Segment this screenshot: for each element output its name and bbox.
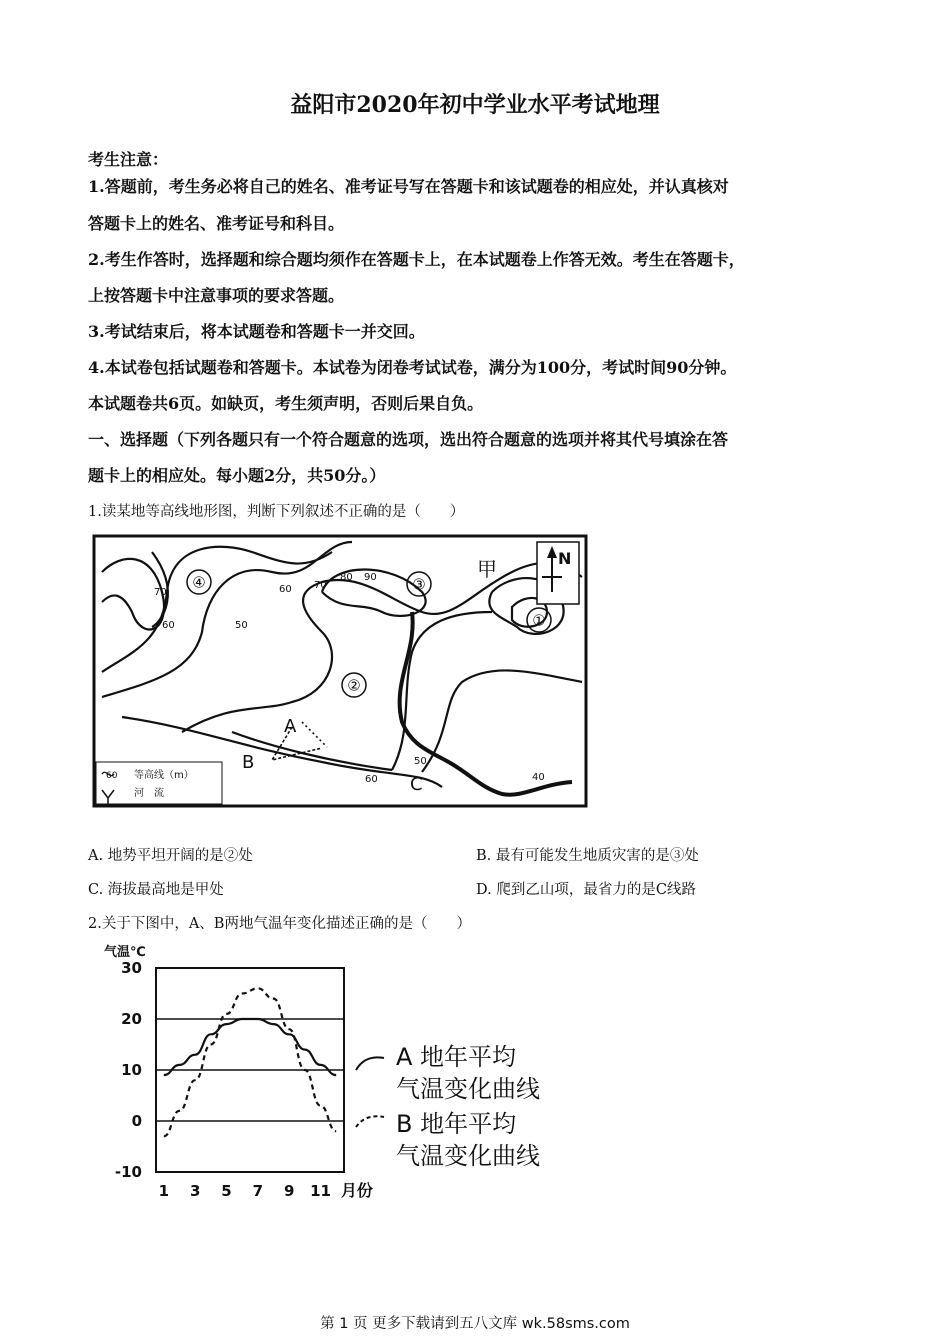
x-tick-label: 5 xyxy=(221,1182,232,1200)
contour-label: 50 xyxy=(235,620,248,631)
contour-map xyxy=(92,532,588,810)
notice-line: 上按答题卡中注意事项的要求答题。 xyxy=(88,286,345,305)
series-b-line xyxy=(164,988,336,1136)
marker-2: ② xyxy=(347,676,361,695)
chart-legend xyxy=(356,1043,540,1170)
marker-4: ④ xyxy=(192,573,206,592)
x-tick-label: 3 xyxy=(189,1182,201,1200)
page-title: 益阳市2020年初中学业水平考试地理 xyxy=(290,92,660,118)
page-footer: 第 1 页 更多下载请到五八文库 wk.58sms.com xyxy=(320,1316,630,1332)
temperature-chart-svg xyxy=(88,940,608,1205)
question-1-stem: 1.读某地等高线地形图，判断下列叙述不正确的是（ ） xyxy=(88,504,465,520)
x-tick-label: 1 xyxy=(158,1182,170,1200)
legend-river-label: 河 流 xyxy=(134,788,164,799)
x-tick-label: 9 xyxy=(283,1182,295,1200)
q1-option-d: D. 爬到乙山项，最省力的是C线路 xyxy=(476,882,696,898)
contour-label: 60 xyxy=(162,620,175,631)
y-tick-label: -10 xyxy=(114,1163,142,1181)
section-heading-cont: 题卡上的相应处。每小题2分，共50分。） xyxy=(88,466,386,485)
contour-label: 80 xyxy=(340,572,353,583)
x-tick-label: 7 xyxy=(252,1182,264,1200)
notice-heading: 考生注意： xyxy=(88,150,169,169)
section-heading: 一、选择题（下列各题只有一个符合题意的选项，选出符合题意的选项并将其代号填涂在答 xyxy=(88,430,729,449)
contour-label: 70 xyxy=(314,580,327,591)
legend-a-line1: A 地年平均 xyxy=(396,1043,517,1071)
contour-label: 40 xyxy=(532,772,545,783)
y-tick-label: 0 xyxy=(131,1112,142,1130)
x-axis-unit-label: 月份 xyxy=(340,1181,373,1200)
q1-option-b: B. 最有可能发生地质灾害的是③处 xyxy=(476,848,699,864)
contour-label: 70 xyxy=(154,587,167,598)
legend-b-line xyxy=(356,1116,384,1127)
point-b: B xyxy=(242,752,255,773)
notice-line: 4.本试卷包括试题卷和答题卡。本试卷为闭卷考试试卷，满分为100分，考试时间90分钟。 xyxy=(88,358,737,377)
contour-map-svg xyxy=(92,532,588,810)
contour-label: 50 xyxy=(414,756,427,767)
point-a: A xyxy=(284,716,297,737)
marker-1: ① xyxy=(532,611,546,630)
north-label: N xyxy=(558,549,572,568)
x-tick-label: 11 xyxy=(310,1182,331,1200)
notice-line: 1.答题前，考生务必将自己的姓名、准考证号写在答题卡和该试题卷的相应处，并认真核对 xyxy=(88,177,729,196)
legend-a-line2: 气温变化曲线 xyxy=(396,1075,540,1103)
y-axis-label: 气温℃ xyxy=(104,945,146,960)
marker-3: ③ xyxy=(412,575,426,594)
legend-b-line2: 气温变化曲线 xyxy=(396,1142,540,1170)
legend-contour-value: 60 xyxy=(106,771,118,781)
y-tick-label: 30 xyxy=(121,959,142,977)
legend-a-line xyxy=(356,1057,384,1070)
q1-option-a: A. 地势平坦开阔的是②处 xyxy=(88,848,253,864)
q1-option-c: C. 海拔最高地是甲处 xyxy=(88,882,224,898)
notice-line: 答题卡上的姓名、准考证号和科目。 xyxy=(88,214,345,233)
series-a-line xyxy=(164,1019,336,1075)
contour-label: 90 xyxy=(364,572,377,583)
point-c: C xyxy=(410,774,423,795)
contour-label: 60 xyxy=(365,774,378,785)
legend-contour-label: 等高线（m） xyxy=(134,770,194,781)
temperature-chart xyxy=(88,940,608,1205)
question-2-stem: 2.关于下图中，A、B两地气温年变化描述正确的是（ ） xyxy=(88,916,471,932)
contour-label: 60 xyxy=(279,584,292,595)
y-tick-label: 10 xyxy=(121,1061,142,1079)
notice-line: 2.考生作答时，选择题和综合题均须作在答题卡上，在本试题卷上作答无效。考生在答题卡， xyxy=(88,250,745,269)
notice-line: 3.考试结束后，将本试题卷和答题卡一并交回。 xyxy=(88,322,425,341)
notice-line: 本试题卷共6页。如缺页，考生须声明，否则后果自负。 xyxy=(88,394,484,413)
legend-b-line1: B 地年平均 xyxy=(396,1110,517,1138)
place-jia: 甲 xyxy=(477,557,497,581)
y-tick-label: 20 xyxy=(121,1010,142,1028)
